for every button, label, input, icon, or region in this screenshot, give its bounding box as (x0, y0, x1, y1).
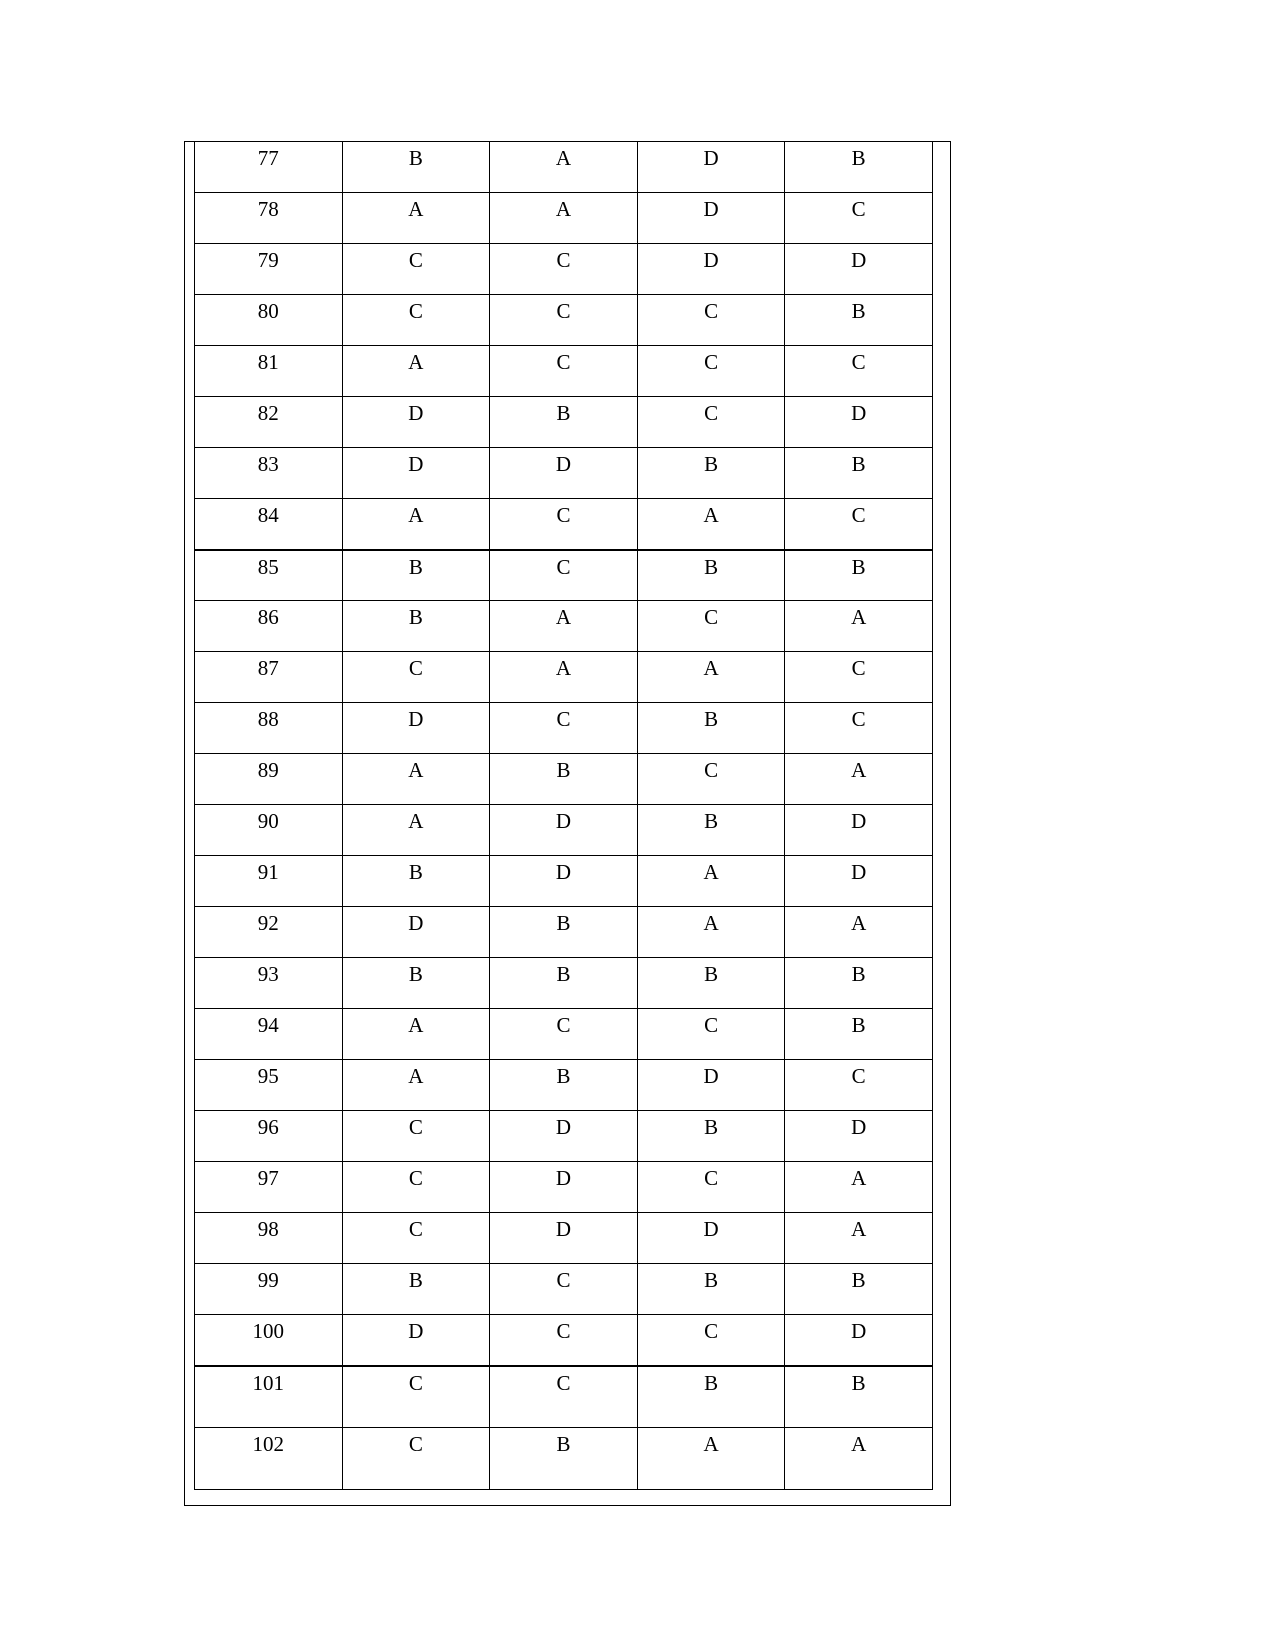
answer-cell: B (490, 907, 638, 958)
table-row (195, 499, 933, 550)
answer-cell: A (785, 1162, 933, 1213)
question-number-cell: 79 (195, 244, 343, 295)
answer-cell: B (490, 754, 638, 805)
answer-cell: D (785, 1315, 933, 1366)
answer-cell: D (785, 397, 933, 448)
answer-cell: D (490, 448, 638, 499)
answer-cell: B (637, 1366, 785, 1428)
answer-cell: C (342, 1213, 490, 1264)
answer-cell: C (490, 1264, 638, 1315)
answer-cell: A (785, 754, 933, 805)
answer-cell: C (785, 346, 933, 397)
answer-cell: C (637, 1315, 785, 1366)
answer-cell: B (342, 958, 490, 1009)
answer-cell: C (342, 1111, 490, 1162)
answer-cell: D (785, 1111, 933, 1162)
answer-cell: D (785, 805, 933, 856)
answer-cell: A (637, 856, 785, 907)
table-row (195, 1264, 933, 1315)
question-number-cell: 90 (195, 805, 343, 856)
table-row (195, 142, 933, 193)
answer-cell: D (342, 703, 490, 754)
answer-cell: A (637, 652, 785, 703)
answer-cell: B (785, 1366, 933, 1428)
table-row (195, 550, 933, 601)
answer-cell: D (342, 448, 490, 499)
answer-cell: C (342, 295, 490, 346)
answer-cell: A (342, 346, 490, 397)
answer-cell: C (637, 601, 785, 652)
answer-cell: B (342, 601, 490, 652)
question-number-cell: 99 (195, 1264, 343, 1315)
answer-cell: B (785, 1009, 933, 1060)
answer-cell: B (490, 1428, 638, 1490)
answer-cell: B (785, 142, 933, 193)
answer-cell: B (637, 550, 785, 601)
question-number-cell: 78 (195, 193, 343, 244)
table-row (195, 652, 933, 703)
answer-cell: B (342, 142, 490, 193)
answer-cell: A (637, 499, 785, 550)
answer-cell: D (637, 193, 785, 244)
answer-cell: D (342, 1315, 490, 1366)
answer-cell: C (490, 346, 638, 397)
answer-cell: B (637, 1264, 785, 1315)
answer-cell: C (637, 1162, 785, 1213)
question-number-cell: 85 (195, 550, 343, 601)
answer-cell: B (785, 448, 933, 499)
answer-cell: B (785, 295, 933, 346)
question-number-cell: 87 (195, 652, 343, 703)
answer-cell: C (490, 550, 638, 601)
answer-cell: D (637, 244, 785, 295)
question-number-cell: 97 (195, 1162, 343, 1213)
answer-cell: C (490, 295, 638, 346)
question-number-cell: 98 (195, 1213, 343, 1264)
table-row (195, 1213, 933, 1264)
question-number-cell: 102 (195, 1428, 343, 1490)
question-number-cell: 93 (195, 958, 343, 1009)
question-number-cell: 80 (195, 295, 343, 346)
answer-cell: C (785, 703, 933, 754)
table-row (195, 346, 933, 397)
answer-cell: C (342, 244, 490, 295)
answer-cell: B (637, 1111, 785, 1162)
answer-cell: C (342, 1162, 490, 1213)
answer-cell: A (637, 907, 785, 958)
answer-cell: A (490, 652, 638, 703)
table-row (195, 601, 933, 652)
answer-cell: D (490, 1162, 638, 1213)
table-row (195, 1315, 933, 1366)
answer-cell: C (490, 499, 638, 550)
table-row (195, 295, 933, 346)
table-row (195, 907, 933, 958)
answer-cell: D (637, 1060, 785, 1111)
answer-cell: B (637, 805, 785, 856)
answer-cell: C (637, 397, 785, 448)
answer-cell: A (785, 1213, 933, 1264)
answer-cell: D (490, 1111, 638, 1162)
answer-cell: D (490, 1213, 638, 1264)
answer-key-rows (195, 142, 933, 1490)
answer-cell: D (342, 907, 490, 958)
question-number-cell: 82 (195, 397, 343, 448)
table-row (195, 856, 933, 907)
table-row (195, 448, 933, 499)
answer-cell: C (342, 1366, 490, 1428)
question-number-cell: 95 (195, 1060, 343, 1111)
answer-cell: C (342, 1428, 490, 1490)
table-row (195, 1060, 933, 1111)
answer-cell: B (637, 448, 785, 499)
answer-key-table (194, 141, 933, 1490)
answer-cell: A (490, 601, 638, 652)
answer-cell: D (637, 1213, 785, 1264)
answer-cell: C (785, 193, 933, 244)
answer-cell: B (342, 856, 490, 907)
question-number-cell: 100 (195, 1315, 343, 1366)
answer-cell: C (490, 1009, 638, 1060)
answer-cell: A (342, 499, 490, 550)
table-row (195, 703, 933, 754)
question-number-cell: 86 (195, 601, 343, 652)
answer-cell: D (490, 856, 638, 907)
question-number-cell: 96 (195, 1111, 343, 1162)
answer-cell: A (785, 907, 933, 958)
answer-cell: C (637, 346, 785, 397)
answer-cell: B (342, 550, 490, 601)
question-number-cell: 84 (195, 499, 343, 550)
answer-cell: A (342, 1060, 490, 1111)
answer-cell: A (490, 142, 638, 193)
answer-cell: D (785, 244, 933, 295)
question-number-cell: 89 (195, 754, 343, 805)
question-number-cell: 88 (195, 703, 343, 754)
answer-cell: A (785, 601, 933, 652)
question-number-cell: 92 (195, 907, 343, 958)
answer-cell: A (342, 754, 490, 805)
answer-cell: C (785, 499, 933, 550)
answer-cell: C (785, 652, 933, 703)
answer-cell: B (785, 958, 933, 1009)
table-row (195, 805, 933, 856)
answer-cell: A (490, 193, 638, 244)
table-row (195, 1111, 933, 1162)
table-row (195, 1162, 933, 1213)
answer-cell: B (490, 397, 638, 448)
table-row (195, 193, 933, 244)
table-row (195, 244, 933, 295)
question-number-cell: 101 (195, 1366, 343, 1428)
answer-cell: B (342, 1264, 490, 1315)
answer-cell: D (342, 397, 490, 448)
question-number-cell: 83 (195, 448, 343, 499)
table-row (195, 397, 933, 448)
answer-cell: C (490, 1315, 638, 1366)
table-row (195, 1009, 933, 1060)
question-number-cell: 77 (195, 142, 343, 193)
answer-cell: C (490, 703, 638, 754)
question-number-cell: 91 (195, 856, 343, 907)
answer-cell: A (342, 1009, 490, 1060)
answer-cell: D (490, 805, 638, 856)
answer-cell: A (637, 1428, 785, 1490)
answer-cell: B (637, 958, 785, 1009)
answer-cell: C (637, 295, 785, 346)
answer-cell: B (490, 1060, 638, 1111)
answer-cell: B (637, 703, 785, 754)
answer-cell: A (342, 805, 490, 856)
answer-cell: B (785, 550, 933, 601)
answer-cell: C (490, 244, 638, 295)
answer-cell: B (490, 958, 638, 1009)
answer-cell: D (785, 856, 933, 907)
table-row (195, 1428, 933, 1490)
answer-cell: A (785, 1428, 933, 1490)
answer-cell: B (785, 1264, 933, 1315)
table-row (195, 958, 933, 1009)
table-row (195, 754, 933, 805)
answer-cell: A (342, 193, 490, 244)
table-row (195, 1366, 933, 1428)
answer-cell: C (637, 1009, 785, 1060)
answer-cell: C (490, 1366, 638, 1428)
answer-cell: C (637, 754, 785, 805)
question-number-cell: 94 (195, 1009, 343, 1060)
question-number-cell: 81 (195, 346, 343, 397)
answer-cell: D (637, 142, 785, 193)
answer-cell: C (785, 1060, 933, 1111)
answer-cell: C (342, 652, 490, 703)
